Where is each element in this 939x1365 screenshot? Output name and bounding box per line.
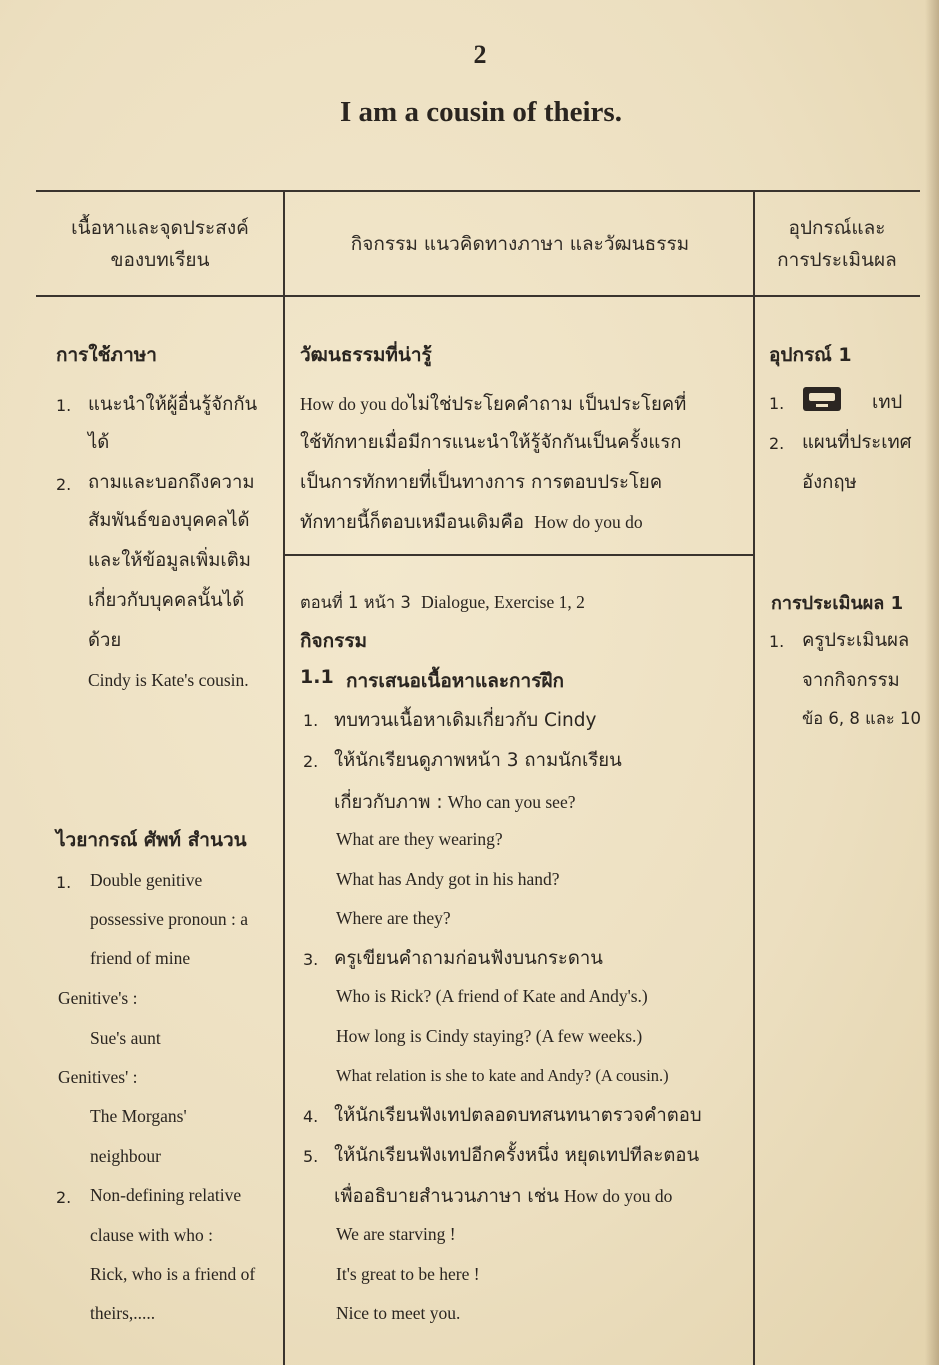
objective-text: ด้วย xyxy=(88,630,122,651)
expression-text: Nice to meet you. xyxy=(336,1303,461,1323)
grammar-text: Non-defining relative xyxy=(90,1185,242,1205)
activity-text: เพื่ออธิบายสำนวนภาษา เช่น xyxy=(334,1186,559,1207)
grammar-text: neighbour xyxy=(90,1146,161,1166)
objective-text: เกี่ยวกับบุคคลนั้นได้ xyxy=(88,590,245,611)
grammar-text: theirs,..... xyxy=(90,1303,156,1323)
table-top-rule xyxy=(36,190,920,192)
language-use-heading: การใช้ภาษา xyxy=(56,344,157,366)
activity-heading: กิจกรรม xyxy=(300,630,368,652)
header-content-objectives xyxy=(40,212,280,276)
culture-section-rule xyxy=(283,554,754,556)
culture-line xyxy=(300,508,643,537)
evaluation-text: จากกิจกรรม xyxy=(802,670,900,691)
grammar-text: Rick, who is a friend of xyxy=(90,1264,256,1284)
example-sentence: Cindy is Kate's cousin. xyxy=(88,670,249,690)
activity-text: ให้นักเรียนฟังเทปตลอดบทสนทนาตรวจคำตอบ xyxy=(334,1105,702,1126)
objective-text: ได้ xyxy=(88,432,110,453)
activity-text: ให้นักเรียนดูภาพหน้า 3 ถามนักเรียน xyxy=(334,750,622,771)
activity-text: ครูเขียนคำถามก่อนฟังบนกระดาน xyxy=(334,948,603,969)
expression-text: It's great to be here ! xyxy=(336,1264,480,1284)
evaluation-text: ครูประเมินผล xyxy=(802,630,910,651)
list-number: 1. xyxy=(769,394,785,413)
table-header-rule xyxy=(36,295,920,297)
part-reference xyxy=(300,590,585,616)
list-number: 2. xyxy=(303,752,319,771)
list-number: 3. xyxy=(303,950,319,969)
culture-text: ทักทายนี้ก็ตอบเหมือนเดิมคือ xyxy=(300,512,525,533)
activity-line xyxy=(334,788,575,817)
grammar-text: Genitive's : xyxy=(58,988,138,1008)
question-text: Who is Rick? (A friend of Kate and Andy's.) xyxy=(336,986,648,1006)
list-number: 2. xyxy=(56,1188,72,1207)
culture-line xyxy=(300,390,686,419)
list-number: 1. xyxy=(303,711,319,730)
culture-text: ใช้ทักทายเมื่อมีการแนะนำให้รู้จักกันเป็นครั้งแรก xyxy=(300,432,682,453)
expression-text: We are starving ! xyxy=(336,1224,456,1244)
equipment-heading: อุปกรณ์ 1 xyxy=(769,344,852,366)
question-text: Where are they? xyxy=(336,908,451,928)
objective-text: แนะนำให้ผู้อื่นรู้จักกัน xyxy=(88,394,258,415)
grammar-text: possessive pronoun : a xyxy=(90,909,248,929)
header-equipment-evaluation xyxy=(757,212,917,276)
list-number: 2. xyxy=(769,434,785,453)
expression-text: How do you do xyxy=(564,1186,673,1206)
column-divider-1 xyxy=(283,190,285,1365)
grammar-text: friend of mine xyxy=(90,948,191,968)
activity-text: ทบทวนเนื้อหาเดิมเกี่ยวกับ Cindy xyxy=(334,710,597,731)
activity-line xyxy=(334,1182,672,1211)
list-number: 1. xyxy=(769,632,785,651)
culture-text: ไม่ใช่ประโยคคำถาม เป็นประโยคที่ xyxy=(408,394,687,415)
grammar-text: clause with who : xyxy=(90,1225,213,1245)
objective-text: ถามและบอกถึงความ xyxy=(88,472,255,493)
list-number: 4. xyxy=(303,1107,319,1126)
column-divider-2 xyxy=(753,190,755,1365)
evaluation-text: ข้อ 6, 8 และ 10 xyxy=(802,709,922,728)
equipment-text: เทป xyxy=(872,392,903,413)
grammar-text: Double genitive xyxy=(90,870,203,890)
subheading: การเสนอเนื้อหาและการฝึก xyxy=(346,670,565,692)
part-page: ตอนที่ 1 หน้า 3 xyxy=(300,593,411,612)
grammar-text: The Morgans' xyxy=(90,1106,187,1126)
grammar-text: Genitives' : xyxy=(58,1067,138,1087)
equipment-text: อังกฤษ xyxy=(802,472,857,493)
question-text: Who can you see? xyxy=(447,792,576,812)
equipment-text: แผนที่ประเทศ xyxy=(802,432,912,453)
page-edge-shadow xyxy=(925,0,939,1365)
culture-text: เป็นการทักทายที่เป็นทางการ การตอบประโยค xyxy=(300,472,663,493)
question-text: How long is Cindy staying? (A few weeks.) xyxy=(336,1026,643,1046)
question-text: What are they wearing? xyxy=(336,829,503,849)
question-text: What has Andy got in his hand? xyxy=(336,869,560,889)
header-line: การประเมินผล xyxy=(777,249,897,271)
culture-phrase: How do you do xyxy=(534,512,643,532)
list-number: 5. xyxy=(303,1147,319,1166)
objective-text: และให้ข้อมูลเพิ่มเติม xyxy=(88,550,251,571)
objective-text: สัมพันธ์ของบุคคลได้ xyxy=(88,510,250,531)
grammar-heading: ไวยากรณ์ ศัพท์ สำนวน xyxy=(56,829,247,851)
cassette-tape-icon xyxy=(803,387,841,411)
header-line: เนื้อหาและจุดประสงค์ xyxy=(71,217,249,239)
page-number: 2 xyxy=(473,40,487,69)
evaluation-heading: การประเมินผล 1 xyxy=(771,593,904,614)
activity-text: ให้นักเรียนฟังเทปอีกครั้งหนึ่ง หยุดเทปทีละตอน xyxy=(334,1145,700,1166)
page-title: I am a cousin of theirs. xyxy=(340,96,622,128)
culture-phrase: How do you do xyxy=(300,394,409,414)
list-number: 1. xyxy=(56,396,72,415)
activity-text: เกี่ยวกับภาพ : xyxy=(334,792,443,813)
list-number: 2. xyxy=(56,475,72,494)
part-exercise: Dialogue, Exercise 1, 2 xyxy=(421,592,585,612)
header-line: อุปกรณ์และ xyxy=(788,217,886,239)
subheading-number: 1.1 xyxy=(300,666,334,688)
header-activities: กิจกรรม แนวคิดทางภาษา และวัฒนธรรม xyxy=(350,233,690,255)
culture-heading: วัฒนธรรมที่น่ารู้ xyxy=(300,344,432,366)
list-number: 1. xyxy=(56,873,72,892)
grammar-text: Sue's aunt xyxy=(90,1028,161,1048)
header-line: ของบทเรียน xyxy=(110,249,210,271)
question-text: What relation is she to kate and Andy? (A cousin.) xyxy=(336,1066,669,1085)
